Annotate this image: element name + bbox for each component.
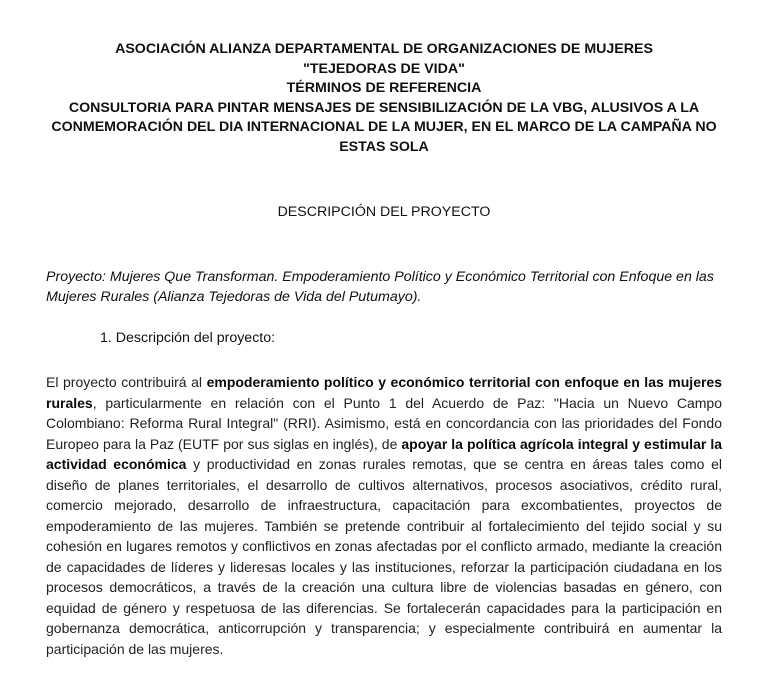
consultancy-title-line2: CONMEMORACIÓN DEL DIA INTERNACIONAL DE LA MUJER, EN EL MARCO DE LA CAMPAÑA NO [51, 119, 717, 136]
paragraph-text: El proyecto contribuirá al [46, 374, 207, 390]
document-header [20, 40, 748, 158]
paragraph-emphasis: apoyar la política agrícola integral y estimular la actividad económica [46, 435, 722, 472]
project-description-paragraph [46, 372, 722, 659]
paragraph-text: y productividad en zonas rurales remotas, que se centra en áreas tales como el diseño de planes territoriales, el desarrollo de cultivos alternativos, procesos asociativos, crédito rural, comercio mejorado, desarrollo de infraestructura, capacitación para excombatientes, proyectos de empoderamiento de las mujeres. También se pretende contribuir al fortalecimiento del tejido social y su cohesión en lugares remotos y conflictivos en zonas afectadas por el conflicto armado, mediante la creación de capacidades de líderes y lideresas locales y las instituciones, reforzar la participación ciudadana en los procesos democráticos, a través de la creación una cultura libre de violencias basadas en género, con equidad de género y respetuosa de las diferencias. Se fortalecerán capacidades para la participación en gobernanza democrática, anticorrupción y transparencia; y especialmente contribuirá en aumentar la participación de las mujeres. [46, 456, 722, 657]
paragraph-text: , particularmente en relación con el Punto 1 del Acuerdo de Paz: "Hacia un Nuevo Campo Colombiano: Reforma Rural Integral" (RRI). Asimismo, está en concordancia con las prioridades del Fondo Europeo para la Paz (EUTF por sus siglas en inglés), de [46, 394, 722, 452]
organization-name: ASOCIACIÓN ALIANZA DEPARTAMENTAL DE ORGANIZACIONES DE MUJERES [115, 41, 653, 57]
organization-nickname: "TEJEDORAS DE VIDA" [303, 60, 465, 77]
document-type: TÉRMINOS DE REFERENCIA [286, 80, 482, 97]
consultancy-title-line3: ESTAS SOLA [339, 138, 429, 155]
consultancy-title-line1: CONSULTORIA PARA PINTAR MENSAJES DE SENSIBILIZACIÓN DE LA VBG, ALUSIVOS A LA [68, 99, 700, 116]
paragraph-emphasis: empoderamiento político y económico territorial con enfoque en las mujeres rurales [46, 374, 722, 411]
subheading-project-description: 1. Descripción del proyecto: [100, 330, 276, 346]
project-name: Proyecto: Mujeres Que Transforman. Empoderamiento Político y Económico Territorial con Enfoque en las Mujeres Rurales (Alianza Tejedoras de Vida del Putumayo). [46, 269, 714, 305]
section-title: DESCRIPCIÓN DEL PROYECTO [277, 204, 491, 220]
